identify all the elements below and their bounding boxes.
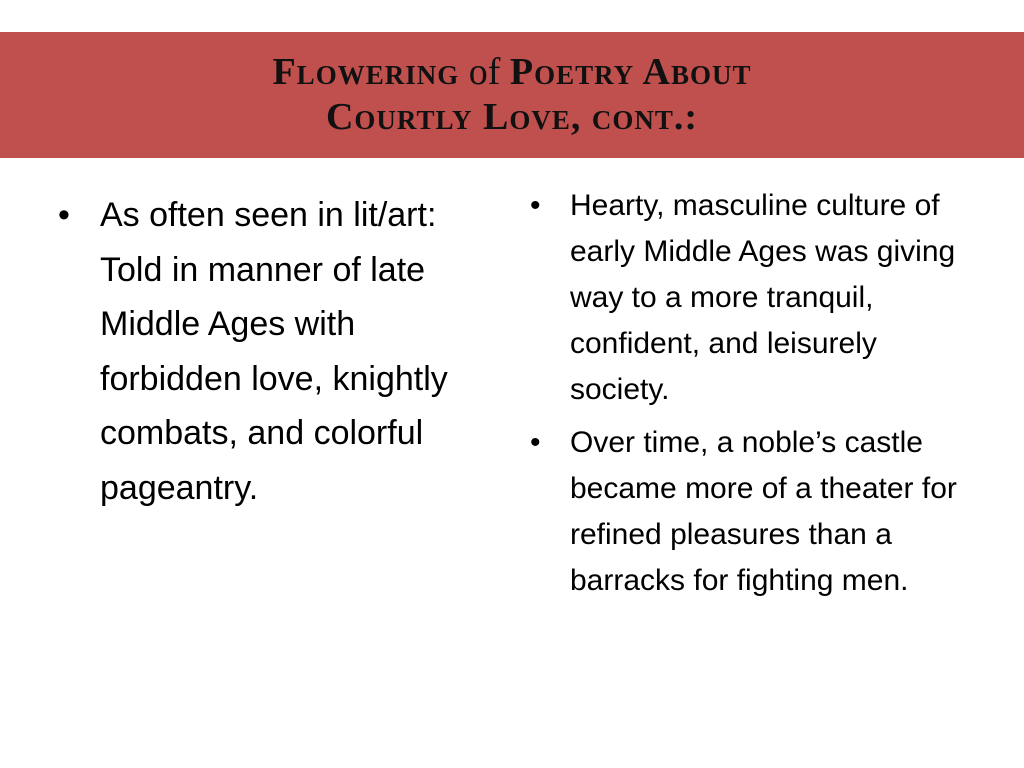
title-line-2: Courtly Love, cont.: bbox=[325, 96, 699, 138]
title-part-poetry: Poetry About bbox=[509, 51, 752, 93]
bullet-item bbox=[530, 183, 980, 413]
bullet-icon: • bbox=[530, 189, 541, 222]
title-band bbox=[0, 32, 1024, 158]
title-joiner: of bbox=[459, 51, 510, 93]
bullet-icon: • bbox=[530, 426, 541, 459]
left-bullet-list bbox=[58, 188, 458, 515]
title-line-1 bbox=[272, 50, 751, 95]
title-part-flowering: Flowering bbox=[272, 51, 460, 93]
bullet-item bbox=[530, 420, 980, 604]
right-bullet-list bbox=[530, 183, 980, 611]
bullet-item bbox=[58, 188, 458, 515]
bullet-text: As often seen in lit/art: Told in manner of late Middle Ages with forbidden love, knightly combats, and colorful pageantry. bbox=[100, 196, 448, 507]
bullet-text: Over time, a noble’s castle became more of a theater for refined pleasures than a barracks for fighting men. bbox=[570, 426, 957, 597]
bullet-text: Hearty, masculine culture of early Middle Ages was giving way to a more tranquil, confident, and leisurely society. bbox=[570, 189, 956, 406]
bullet-icon: • bbox=[58, 196, 70, 234]
slide-title bbox=[272, 50, 751, 140]
